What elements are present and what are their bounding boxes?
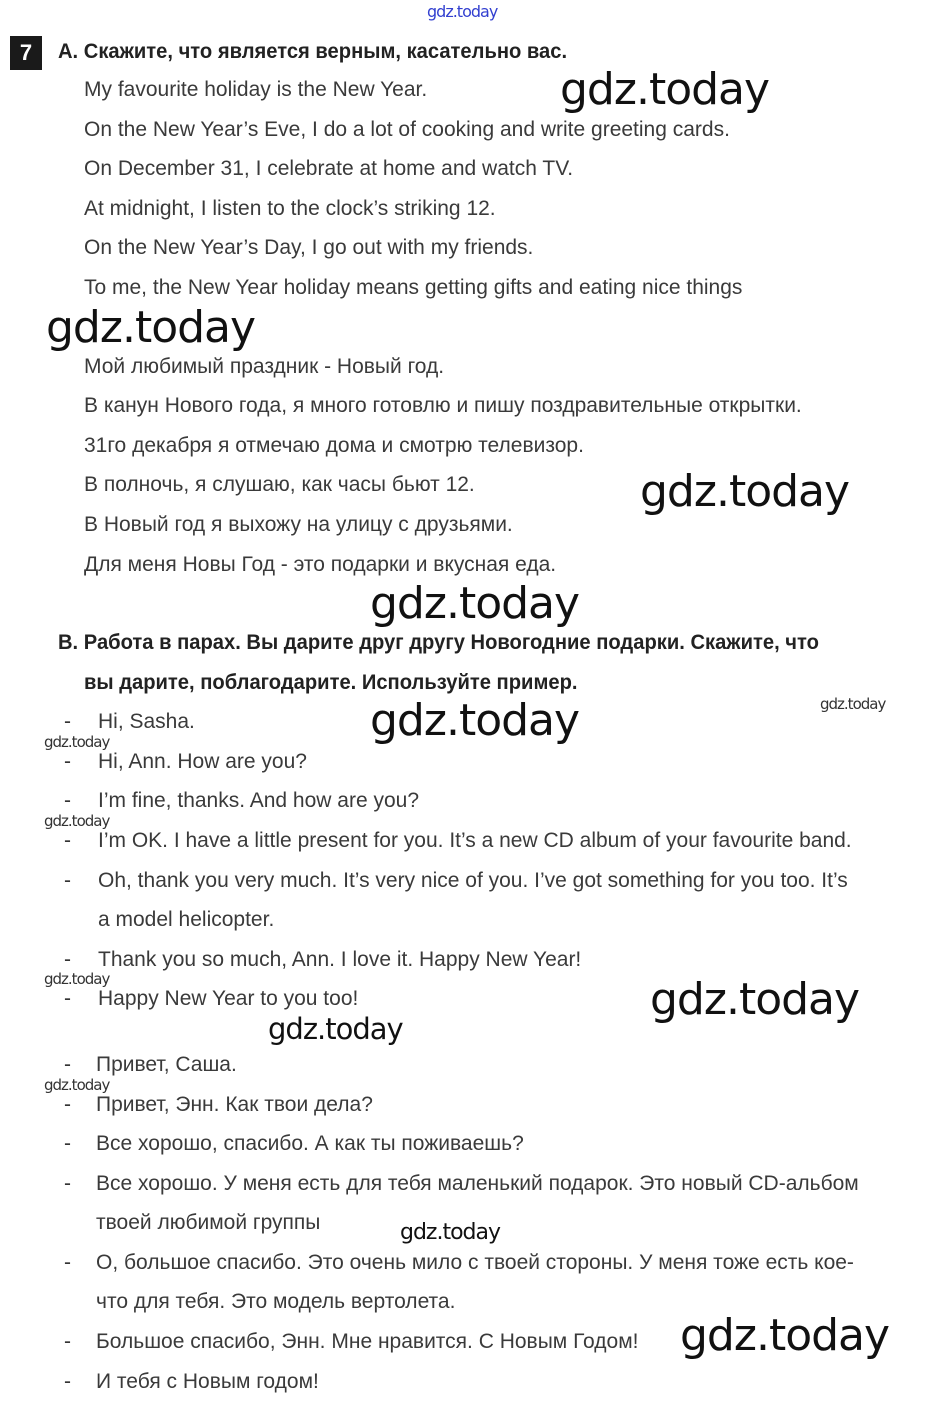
dialogue-dash: -: [64, 829, 71, 852]
russian-sentence: В Новый год я выхожу на улицу с друзьями.: [84, 513, 513, 536]
dialogue-dash: -: [64, 1370, 71, 1393]
dialogue-dash: -: [64, 789, 71, 812]
dialogue-line: Hi, Sasha.: [98, 710, 195, 733]
dialogue-line-continued: что для тебя. Это модель вертолета.: [96, 1290, 456, 1313]
watermark: gdz.today: [44, 1076, 110, 1094]
dialogue-dash: -: [64, 1093, 71, 1116]
dialogue-dash: -: [64, 869, 71, 892]
dialogue-line-continued: твоей любимой группы: [96, 1211, 321, 1234]
english-sentence: To me, the New Year holiday means getting gifts and eating nice things: [84, 276, 743, 299]
dialogue-dash: -: [64, 1053, 71, 1076]
dialogue-dash: -: [64, 948, 71, 971]
dialogue-line: I’m OK. I have a little present for you. It’s a new CD album of your favourite band.: [98, 829, 852, 852]
english-sentence: At midnight, I listen to the clock’s striking 12.: [84, 197, 496, 220]
dialogue-line: Привет, Саша.: [96, 1053, 237, 1076]
watermark: gdz.today: [44, 970, 110, 988]
watermark: gdz.today: [820, 695, 886, 713]
watermark: gdz.today: [400, 1220, 501, 1245]
watermark: gdz.today: [46, 302, 256, 353]
dialogue-line: И тебя с Новым годом!: [96, 1370, 319, 1393]
section-b-heading-continued: вы дарите, поблагодарите. Используйте пример.: [84, 671, 578, 694]
dialogue-dash: -: [64, 750, 71, 773]
english-sentence: My favourite holiday is the New Year.: [84, 78, 428, 101]
dialogue-line: Hi, Ann. How are you?: [98, 750, 307, 773]
dialogue-line: Большое спасибо, Энн. Мне нравится. С Новым Годом!: [96, 1330, 639, 1353]
dialogue-dash: -: [64, 710, 71, 733]
watermark: gdz.today: [640, 466, 850, 517]
russian-sentence: В канун Нового года, я много готовлю и пишу поздравительные открытки.: [84, 394, 802, 417]
dialogue-dash: -: [64, 1132, 71, 1155]
watermark: gdz.today: [650, 974, 860, 1025]
dialogue-line: Thank you so much, Ann. I love it. Happy New Year!: [98, 948, 582, 971]
russian-sentence: В полночь, я слушаю, как часы бьют 12.: [84, 473, 475, 496]
dialogue-dash: -: [64, 987, 71, 1010]
exercise-number-badge: 7: [10, 36, 42, 70]
dialogue-line: Happy New Year to you too!: [98, 987, 359, 1010]
section-a-heading: А. Скажите, что является верным, касательно вас.: [58, 40, 568, 63]
watermark: gdz.today: [44, 812, 110, 830]
watermark: gdz.today: [427, 2, 498, 21]
dialogue-line: Все хорошо, спасибо. А как ты поживаешь?: [96, 1132, 524, 1155]
section-b-heading: B. Работа в парах. Вы дарите друг другу Новогодние подарки. Скажите, что: [58, 631, 819, 654]
dialogue-line: Oh, thank you very much. It’s very nice of you. I’ve got something for you too. It’s: [98, 869, 848, 892]
dialogue-dash: -: [64, 1330, 71, 1353]
watermark: gdz.today: [268, 1012, 403, 1046]
watermark: gdz.today: [560, 64, 770, 115]
dialogue-line: I’m fine, thanks. And how are you?: [98, 789, 420, 812]
dialogue-dash: -: [64, 1251, 71, 1274]
russian-sentence: Для меня Новы Год - это подарки и вкусная еда.: [84, 553, 557, 576]
watermark: gdz.today: [44, 733, 110, 751]
watermark: gdz.today: [370, 695, 580, 746]
english-sentence: On the New Year’s Day, I go out with my friends.: [84, 236, 534, 259]
watermark: gdz.today: [370, 578, 580, 629]
russian-sentence: Мой любимый праздник - Новый год.: [84, 355, 445, 378]
dialogue-line: Привет, Энн. Как твои дела?: [96, 1093, 373, 1116]
dialogue-line: О, большое спасибо. Это очень мило с твоей стороны. У меня тоже есть кое-: [96, 1251, 854, 1274]
english-sentence: On December 31, I celebrate at home and watch TV.: [84, 157, 574, 180]
dialogue-line-continued: a model helicopter.: [98, 908, 275, 931]
dialogue-dash: -: [64, 1172, 71, 1195]
russian-sentence: 31го декабря я отмечаю дома и смотрю телевизор.: [84, 434, 584, 457]
dialogue-line: Все хорошо. У меня есть для тебя маленький подарок. Это новый CD-альбом: [96, 1172, 859, 1195]
watermark: gdz.today: [680, 1310, 890, 1361]
english-sentence: On the New Year’s Eve, I do a lot of cooking and write greeting cards.: [84, 118, 730, 141]
